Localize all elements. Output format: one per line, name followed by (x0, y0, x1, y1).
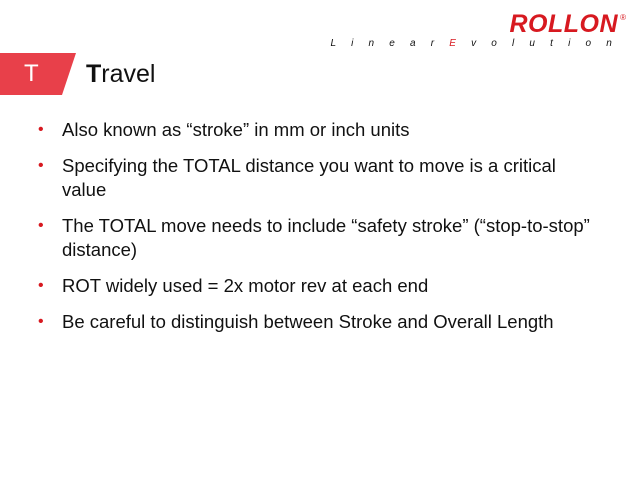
title-rest: ravel (101, 60, 156, 88)
bullet-item (36, 214, 596, 262)
bullet-text: Be careful to distinguish between Stroke and Overall Length (62, 311, 554, 332)
bullet-text: The TOTAL move needs to include “safety stroke” (“stop-to-stop” distance) (62, 215, 590, 260)
bullet-dot-icon: • (38, 121, 44, 138)
bullet-dot-icon: • (38, 313, 44, 330)
tagline-accent: E (449, 38, 463, 49)
bullet-item (36, 310, 596, 334)
rollon-logo (330, 10, 626, 50)
bullet-dot-icon: • (38, 157, 44, 174)
bullet-item (36, 274, 596, 298)
bullet-dot-icon: • (38, 217, 44, 234)
tagline-part2: v o l u t i o n (462, 38, 618, 49)
bullet-text: ROT widely used = 2x motor rev at each end (62, 275, 429, 296)
bullet-item (36, 154, 596, 202)
title-badge-letter: T (24, 60, 39, 87)
bullet-text: Specifying the TOTAL distance you want to move is a critical value (62, 155, 556, 200)
tagline-part1: L i n e a r (330, 38, 450, 49)
bullet-dot-icon: • (38, 277, 44, 294)
registered-mark: ® (620, 13, 626, 22)
logo-tagline (331, 38, 618, 49)
title-first-letter: T (86, 60, 102, 88)
page-title (86, 58, 155, 90)
bullet-item (36, 118, 596, 142)
bullet-list (36, 118, 596, 346)
logo-wordmark: ROLLON (509, 10, 618, 38)
title-badge (0, 53, 76, 95)
bullet-text: Also known as “stroke” in mm or inch units (62, 119, 410, 140)
